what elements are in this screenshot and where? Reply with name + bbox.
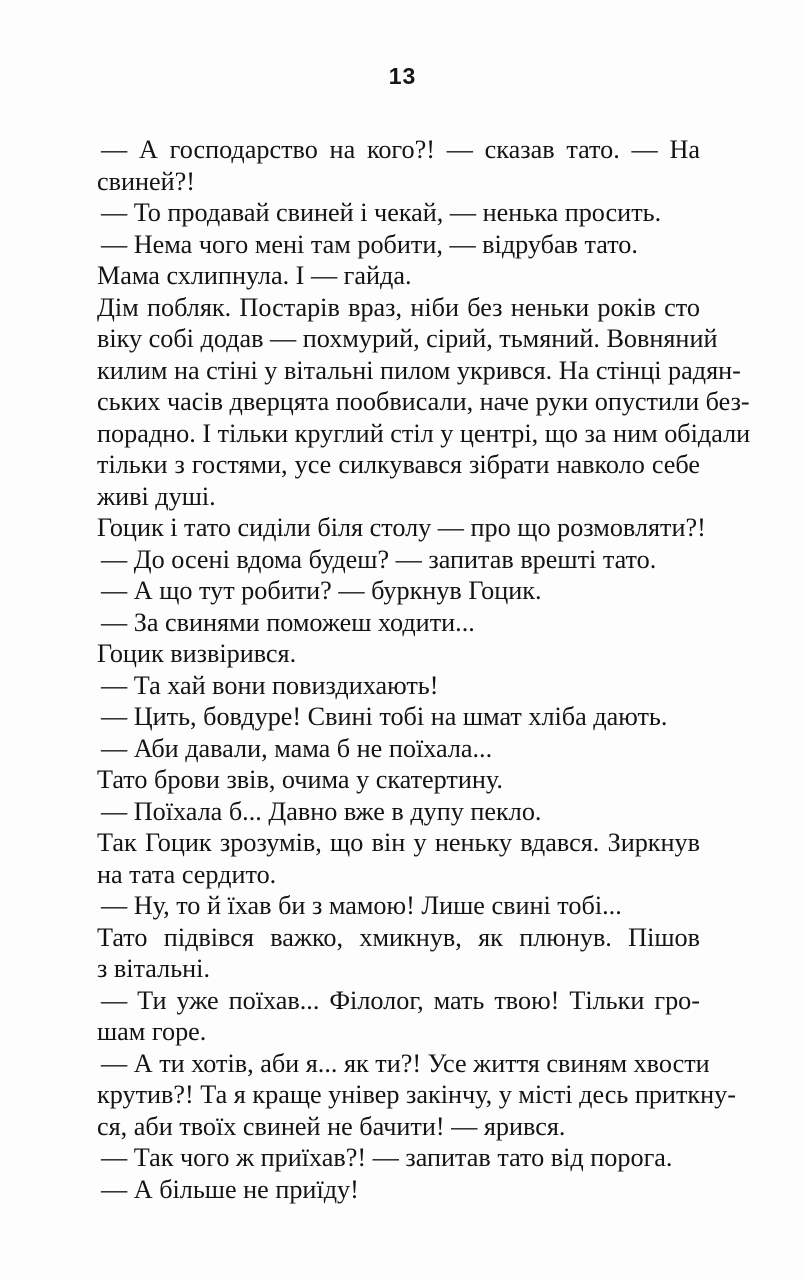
text-line: Дім побляк. Постарів враз, ніби без неньки років сто [97, 292, 700, 322]
text-line: — Так чого ж приїхав?! — запитав тато від порога. [101, 1143, 673, 1172]
text-line: крутив?! Та я краще універ закінчу, у місті десь приткну- [97, 1080, 736, 1109]
page-number: 13 [388, 63, 417, 89]
paragraph [97, 292, 751, 513]
paragraph [97, 922, 700, 985]
text-line: Гоцик і тато сиділи біля столу — про що розмовляти?! [97, 513, 706, 542]
text-line: свиней?! [97, 166, 195, 196]
text-line: — Нема чого мені там робити, — відрубав тато. [101, 229, 638, 259]
text-line: — Цить, бовдуре! Свині тобі на шмат хліба дають. [101, 702, 668, 731]
text-line: — То продавай свиней і чекай, — ненька просить. [101, 198, 662, 227]
paragraph [97, 1048, 736, 1143]
paragraph [97, 512, 706, 544]
text-line: ся, аби твоїх свиней не бачити! — ярився. [97, 1111, 566, 1141]
paragraph [97, 607, 700, 639]
text-line: — А більше не приїду! [101, 1174, 359, 1204]
text-line: — До осені вдома будеш? — запитав врешті тато. [101, 544, 657, 574]
body-text [97, 134, 751, 1205]
paragraph [97, 575, 700, 607]
paragraph [97, 229, 700, 261]
text-line: Мама схлипнула. І — гайда. [97, 261, 412, 290]
text-line: ських часів дверцята пообвисали, наче руки опустили без- [97, 387, 750, 416]
paragraph [97, 134, 700, 197]
text-line: — Ти уже поїхав... Філолог, мать твою! Тільки гро- [101, 985, 700, 1015]
paragraph [97, 544, 700, 576]
text-line: шам горе. [97, 1017, 207, 1046]
paragraph [97, 1142, 700, 1174]
text-line: — За свинями поможеш ходити... [101, 607, 475, 637]
text-line: — А що тут робити? — буркнув Гоцик. [101, 576, 542, 605]
paragraph [97, 985, 700, 1048]
paragraph [97, 796, 700, 828]
text-line: тільки з гостями, усе силкувався зібрати навколо себе [97, 450, 700, 479]
paragraph [97, 670, 700, 702]
text-line: — А ти хотів, аби я... як ти?! Усе життя свиням хвости [101, 1048, 710, 1078]
text-line: — А господарство на кого?! — сказав тато. — На [101, 135, 700, 164]
text-line: Тато підвівся важко, хмикнув, як плюнув. Пішов [97, 922, 700, 952]
paragraph [97, 827, 700, 890]
text-line: Так Гоцик зрозумів, що він у неньку вдався. Зиркнув [97, 828, 700, 857]
paragraph [97, 701, 700, 733]
paragraph [97, 733, 700, 765]
text-line: віку собі додав — похмурий, сірий, тьмяний. Вовняний [97, 324, 718, 353]
paragraph [97, 197, 700, 229]
paragraph [97, 1174, 700, 1206]
text-line: — Ну, то й їхав би з мамою! Лише свині тобі... [101, 891, 622, 920]
text-line: — Аби давали, мама б не поїхала... [101, 733, 493, 763]
text-line: килим на стіні у вітальні пилом укрився. На стінці радян- [97, 355, 741, 385]
text-line: Тато брови звів, очима у скатертину. [97, 765, 503, 794]
paragraph [97, 764, 700, 796]
paragraph [97, 890, 700, 922]
text-line: Гоцик визвірився. [97, 639, 297, 668]
paragraph [97, 260, 700, 292]
text-line: живі душі. [97, 481, 216, 511]
text-line: на тата сердито. [97, 859, 277, 889]
text-line: — Та хай вони повиздихають! [101, 670, 439, 700]
text-line: порадно. І тільки круглий стіл у центрі, що за ним обідали [97, 418, 751, 448]
text-line: з вітальні. [97, 954, 210, 983]
paragraph [97, 638, 700, 670]
text-line: — Поїхала б... Давно вже в дупу пекло. [101, 796, 542, 826]
